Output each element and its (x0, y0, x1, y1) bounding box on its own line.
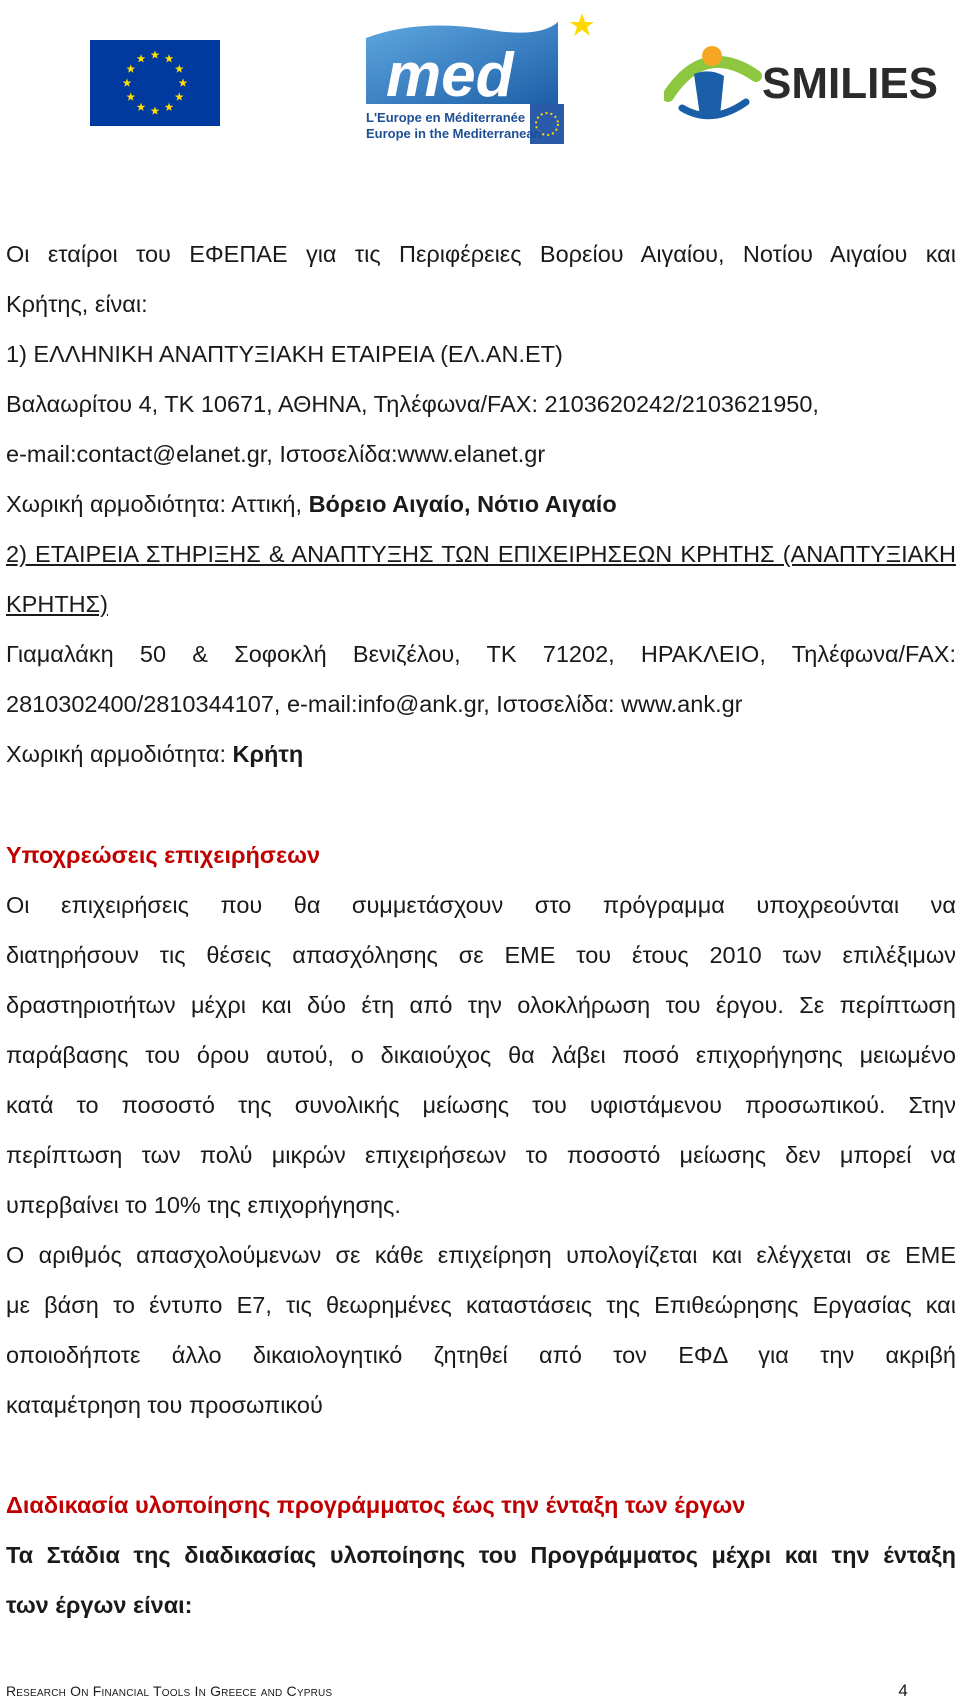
partner-2-contact: 2810302400/2810344107, e-mail:info@ank.gr, Ιστοσελίδα: www.ank.gr (6, 691, 743, 717)
med-tagline-en: Europe in the Mediterranean (366, 126, 542, 141)
paragraph-line: με βάση το έντυπο Ε7, τις θεωρημένες καταστάσεις της Επιθεώρησης Εργασίας και (6, 1292, 956, 1318)
paragraph-line: των έργων είναι: (6, 1592, 193, 1618)
paragraph-line: Οι επιχειρήσεις που θα συμμετάσχουν στο πρόγραμμα υποχρεούνται να (6, 892, 956, 918)
partner-2-name-line-1: 2) ΕΤΑΙΡΕΙΑ ΣΤΗΡΙΞΗΣ & ΑΝΑΠΤΥΞΗΣ ΤΩΝ ΕΠΙΧΕΙΡΗΣΕΩΝ ΚΡΗΤΗΣ (ΑΝΑΠΤΥΞΙΑΚΗ (6, 541, 956, 567)
eu-star-icon (126, 92, 135, 100)
partner-2-address: Γιαμαλάκη 50 & Σοφοκλή Βενιζέλου, ΤΚ 71202, ΗΡΑΚΛΕΙΟ, Τηλέφωνα/FAX: (6, 641, 956, 667)
eu-star-icon (151, 106, 160, 114)
eu-star-icon (175, 92, 184, 100)
paragraph-line: παράβασης του όρου αυτού, ο δικαιούχος θα λάβει ποσό επιχορήγησης μειωμένο (6, 1042, 956, 1068)
eu-star-icon (123, 78, 132, 86)
partner-2-region (6, 739, 303, 769)
paragraph-line: καταμέτρηση του προσωπικού (6, 1392, 323, 1418)
paragraph-line: Ο αριθμός απασχολούμενων σε κάθε επιχείρηση υπολογίζεται και ελέγχεται σε ΕΜΕ (6, 1242, 956, 1268)
med-tagline-fr: L'Europe en Méditerranée (366, 110, 526, 125)
paragraph-line: περίπτωση των πολύ μικρών επιχειρήσεων το ποσοστό μείωσης δεν μπορεί να (6, 1142, 956, 1168)
eu-star-icon (165, 103, 174, 111)
section-heading-procedure: Διαδικασία υλοποίησης προγράμματος έως την ένταξη των έργων (6, 1492, 746, 1518)
paragraph-line: οποιοδήποτε άλλο δικαιολογητικό ζητηθεί από τον ΕΦΔ για την ακριβή (6, 1342, 956, 1368)
region-value: Βόρειο Αιγαίο, Νότιο Αιγαίο (308, 491, 617, 517)
smilies-logo (664, 36, 942, 128)
paragraph-line: Τα Στάδια της διαδικασίας υλοποίησης του Προγράμματος μέχρι και την ένταξη (6, 1542, 956, 1568)
med-wordmark: med (386, 41, 514, 110)
section-heading-obligations: Υποχρεώσεις επιχειρήσεων (6, 842, 321, 868)
partner-1-name: 1) ΕΛΛΗΝΙΚΗ ΑΝΑΠΤΥΞΙΑΚΗ ΕΤΑΙΡΕΙΑ (ΕΛ.ΑΝ.ΕΤ) (6, 341, 563, 367)
eu-star-icon (126, 64, 135, 72)
eu-star-icon (179, 78, 188, 86)
smilies-wordmark: SMILIES (762, 59, 939, 108)
region-label: Χωρική αρμοδιότητα: Αττική, (6, 491, 309, 517)
region-label: Χωρική αρμοδιότητα: (6, 741, 233, 767)
med-programme-logo (360, 8, 600, 154)
eu-star-icon (137, 103, 146, 111)
eu-star-icon (137, 54, 146, 62)
paragraph-line: κατά το ποσοστό της συνολικής μείωσης του υφιστάμενου προσωπικού. Στην (6, 1092, 956, 1118)
eu-star-icon (151, 50, 160, 58)
intro-line-1: Οι εταίροι του ΕΦΕΠΑΕ για τις Περιφέρειες Βορείου Αιγαίου, Νοτίου Αιγαίου και (6, 241, 956, 267)
partner-1-region (6, 489, 617, 519)
eu-star-icon (175, 64, 184, 72)
intro-line-2: Κρήτης, είναι: (6, 291, 148, 317)
region-value: Κρήτη (232, 741, 304, 767)
footer-title: Research On Financial Tools In Greece and Cyprus (6, 1683, 333, 1699)
partner-2-name-line-2: ΚΡΗΤΗΣ) (6, 591, 108, 617)
partner-1-contact: e-mail:contact@elanet.gr, Ιστοσελίδα:www.elanet.gr (6, 441, 546, 467)
paragraph-line: υπερβαίνει το 10% της επιχορήγησης. (6, 1192, 401, 1218)
page-footer (6, 1683, 956, 1699)
paragraph-line: διατηρήσουν τις θέσεις απασχόλησης σε ΕΜΕ του έτους 2010 των επιλέξιμων (6, 942, 956, 968)
page-number: 4 (898, 1681, 908, 1700)
paragraph-line: δραστηριοτήτων μέχρι και δύο έτη από την ολοκλήρωση του έργου. Σε περίπτωση (6, 992, 956, 1018)
partner-1-address: Βαλαωρίτου 4, ΤΚ 10671, ΑΘΗΝΑ, Τηλέφωνα/FAX: 2103620242/2103621950, (6, 391, 819, 417)
eu-flag-logo (90, 40, 220, 126)
eu-star-icon (165, 54, 174, 62)
